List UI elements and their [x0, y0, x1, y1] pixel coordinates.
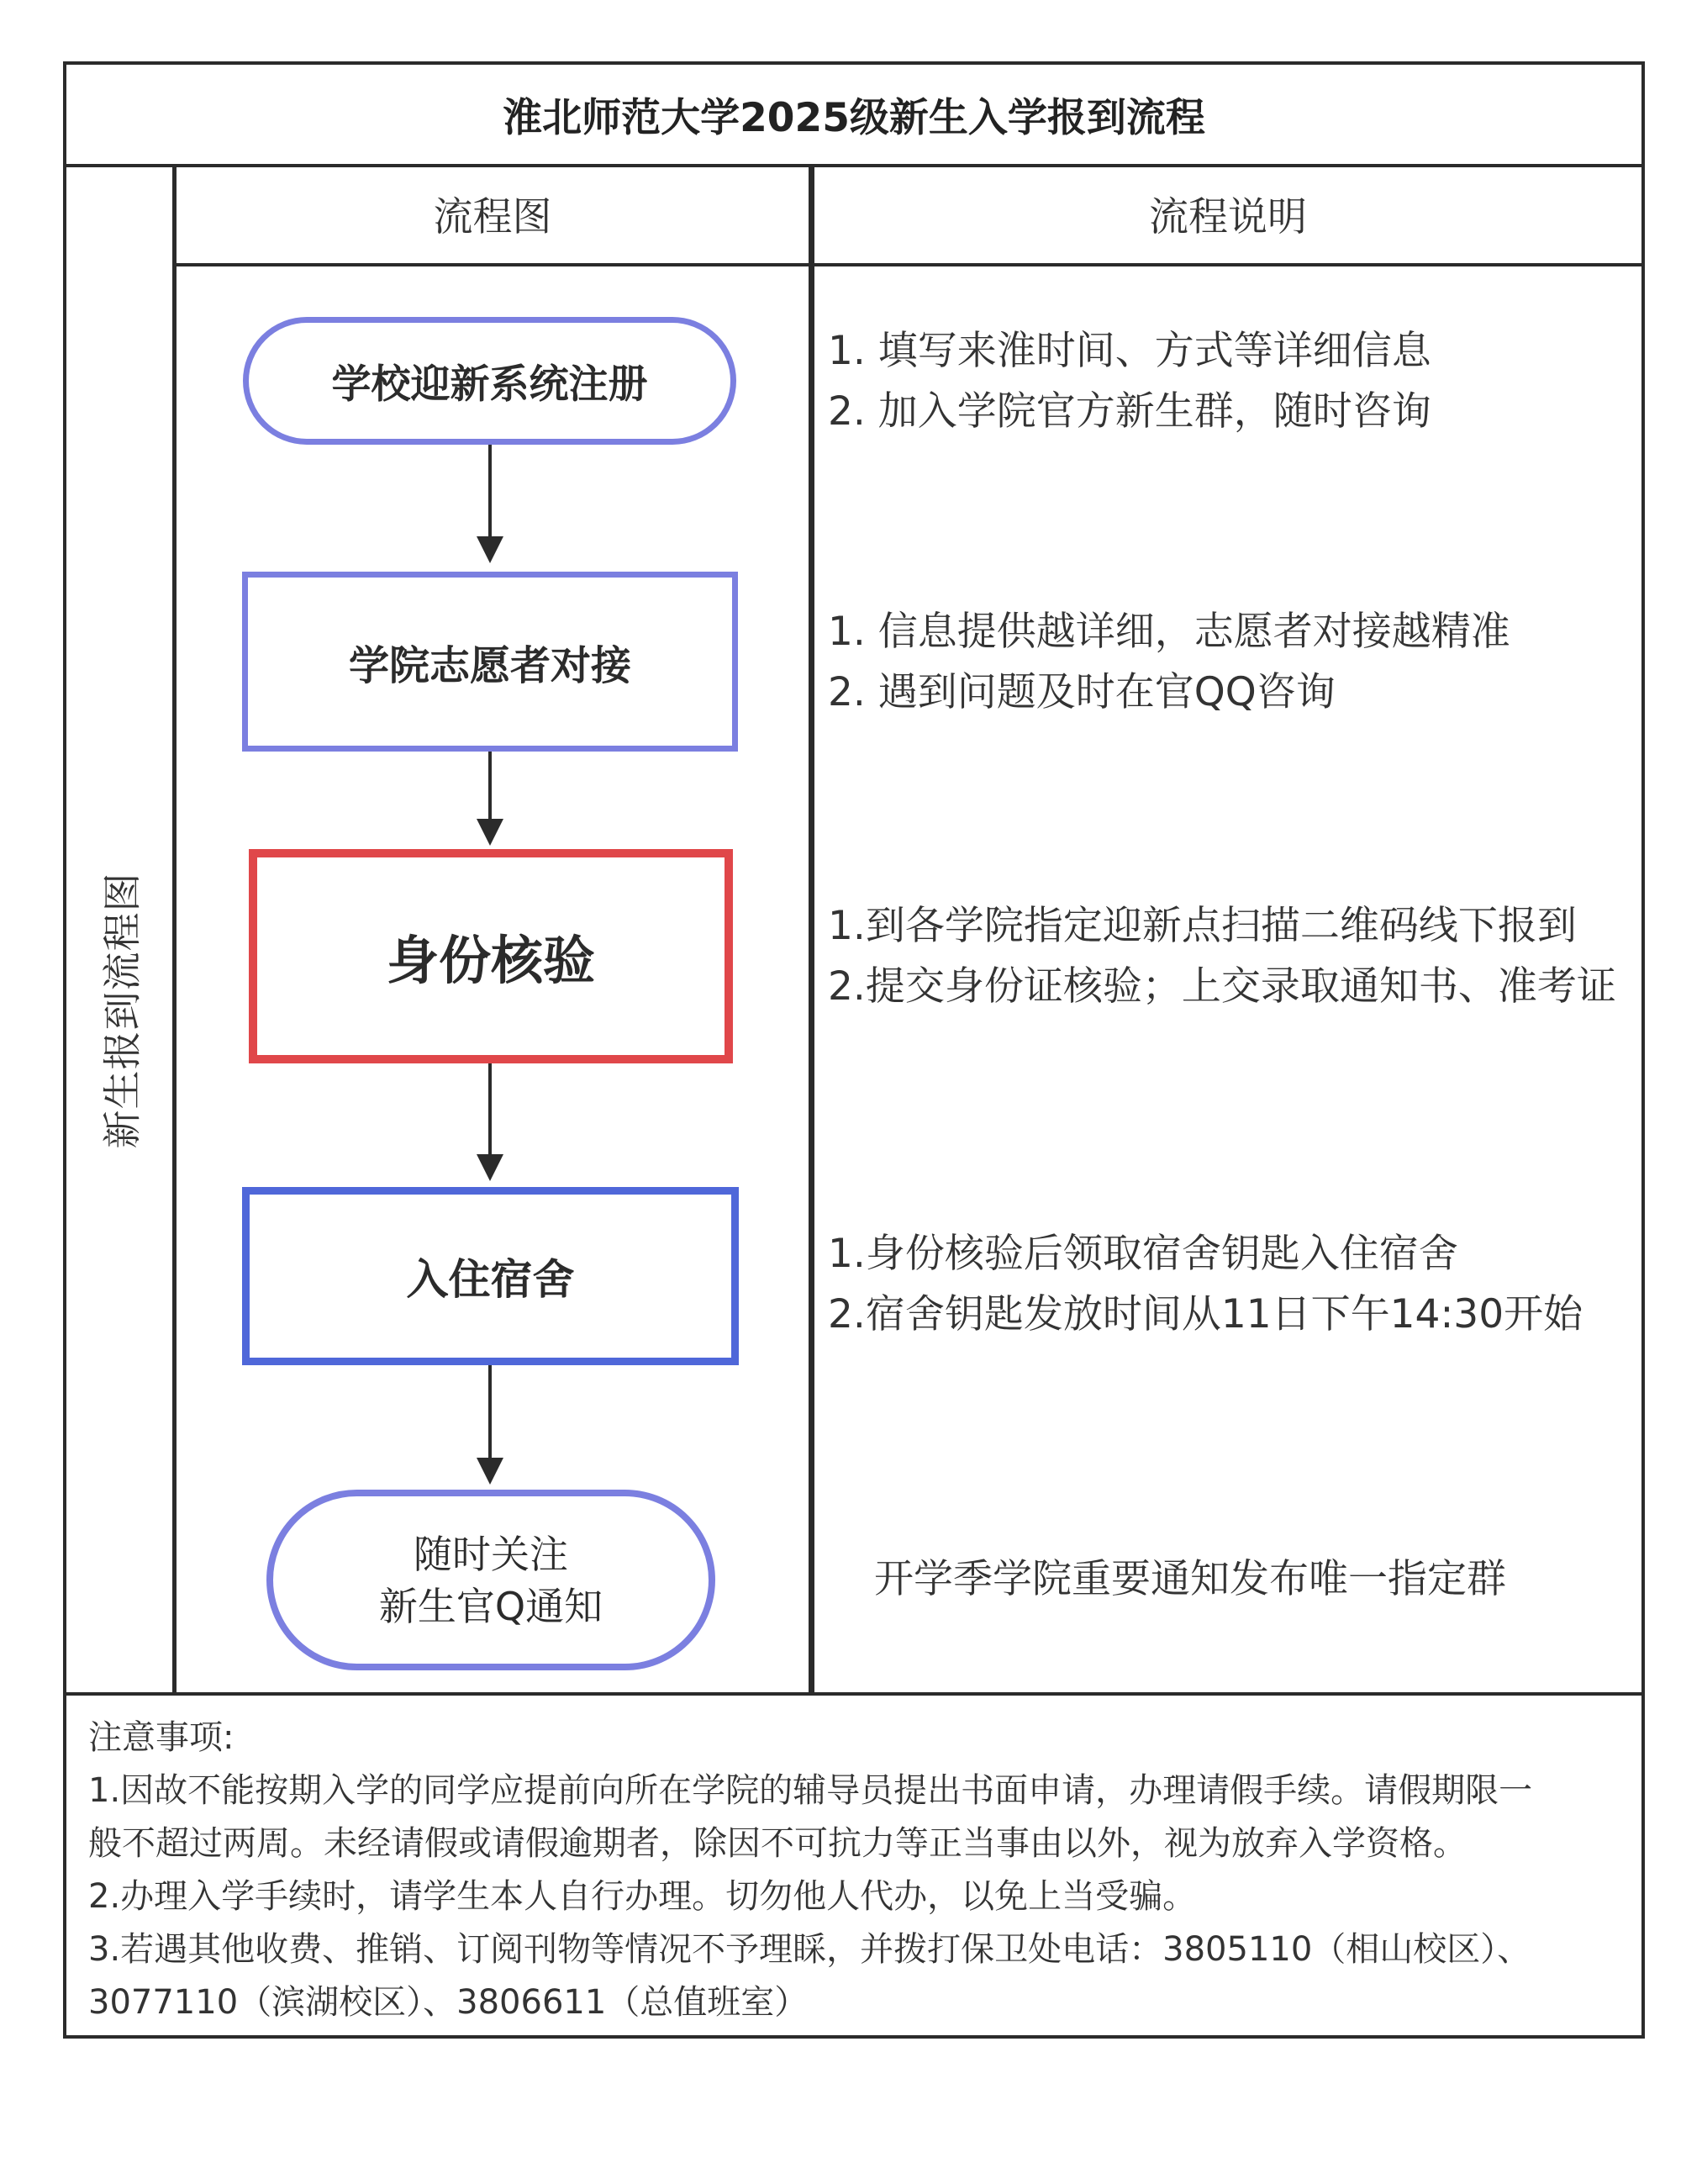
step-register-label: 学校迎新系统注册	[331, 361, 648, 408]
step-volunteer-label: 学院志愿者对接	[348, 641, 631, 689]
step-dorm-node	[242, 1187, 739, 1365]
divider-notes	[66, 1692, 1641, 1696]
step-register-node	[243, 317, 736, 445]
divider-middle	[809, 164, 814, 1692]
side-label	[66, 263, 172, 1758]
divider-header	[172, 263, 1641, 266]
step-verify-desc-line-2: 2.提交身份证核验；上交录取通知书、准考证	[828, 963, 1616, 1010]
notes-line-2: 般不超过两周。未经请假或请假逾期者，除因不可抗力等正当事由以外，视为放弃入学资格。	[88, 1824, 1467, 1863]
step-register-desc-line-2: 2. 加入学院官方新生群，随时咨询	[828, 388, 1431, 435]
step-notice-line-2: 新生官Q通知	[378, 1583, 603, 1629]
arrow-4-shaft	[488, 1365, 492, 1458]
arrow-3-head	[477, 1154, 503, 1181]
notes-line-4: 3.若遇其他收费、推销、订阅刊物等情况不予理睬，并拨打保卫处电话：3805110（相山校区）、	[88, 1930, 1531, 1969]
step-dorm-desc-line-1: 1.身份核验后领取宿舍钥匙入住宿舍	[828, 1231, 1458, 1277]
step-volunteer-desc	[828, 602, 1510, 723]
step-notice-desc	[874, 1549, 1506, 1610]
page-title: 淮北师范大学2025级新生入学报到流程	[503, 94, 1205, 141]
arrow-1-shaft	[488, 445, 492, 537]
step-verify-desc-line-1: 1.到各学院指定迎新点扫描二维码线下报到	[828, 903, 1577, 949]
arrow-2-shaft	[488, 752, 492, 819]
step-notice-node	[266, 1490, 715, 1670]
arrow-2-head	[477, 819, 503, 846]
divider-side	[172, 164, 177, 1692]
step-verify-label: 身份核验	[386, 930, 595, 991]
step-dorm-label: 入住宿舍	[406, 1255, 575, 1304]
step-dorm-desc-line-2: 2.宿舍钥匙发放时间从11日下午14:30开始	[828, 1291, 1583, 1337]
arrow-3-shaft	[488, 1063, 492, 1154]
step-register-desc	[828, 321, 1431, 442]
step-notice-desc-line-1: 开学季学院重要通知发布唯一指定群	[874, 1556, 1506, 1602]
header-flowchart: 流程图	[433, 193, 552, 240]
side-label-text: 新生报到流程图	[99, 872, 145, 1149]
notes-title: 注意事项:	[88, 1718, 234, 1757]
step-register-desc-line-1: 1. 填写来淮时间、方式等详细信息	[828, 328, 1431, 374]
notes-line-1: 1.因故不能按期入学的同学应提前向所在学院的辅导员提出书面申请，办理请假手续。请假期限一	[88, 1771, 1533, 1810]
step-verify-node	[249, 849, 733, 1063]
arrow-4-head	[477, 1458, 503, 1485]
step-volunteer-desc-line-1: 1. 信息提供越详细，志愿者对接越精准	[828, 609, 1510, 655]
step-volunteer-node	[242, 572, 738, 752]
arrow-1-head	[477, 536, 503, 563]
step-dorm-desc	[828, 1224, 1583, 1345]
notes-line-3: 2.办理入学手续时，请学生本人自行办理。切勿他人代办，以免上当受骗。	[88, 1877, 1197, 1916]
step-verify-desc	[828, 896, 1616, 1017]
step-notice-line-1: 随时关注	[414, 1531, 568, 1577]
notes-section	[88, 1712, 1626, 2029]
notes-line-5: 3077110（滨湖校区）、3806611（总值班室）	[88, 1983, 809, 2022]
step-volunteer-desc-line-2: 2. 遇到问题及时在官QQ咨询	[828, 669, 1336, 715]
header-description: 流程说明	[1149, 193, 1307, 240]
